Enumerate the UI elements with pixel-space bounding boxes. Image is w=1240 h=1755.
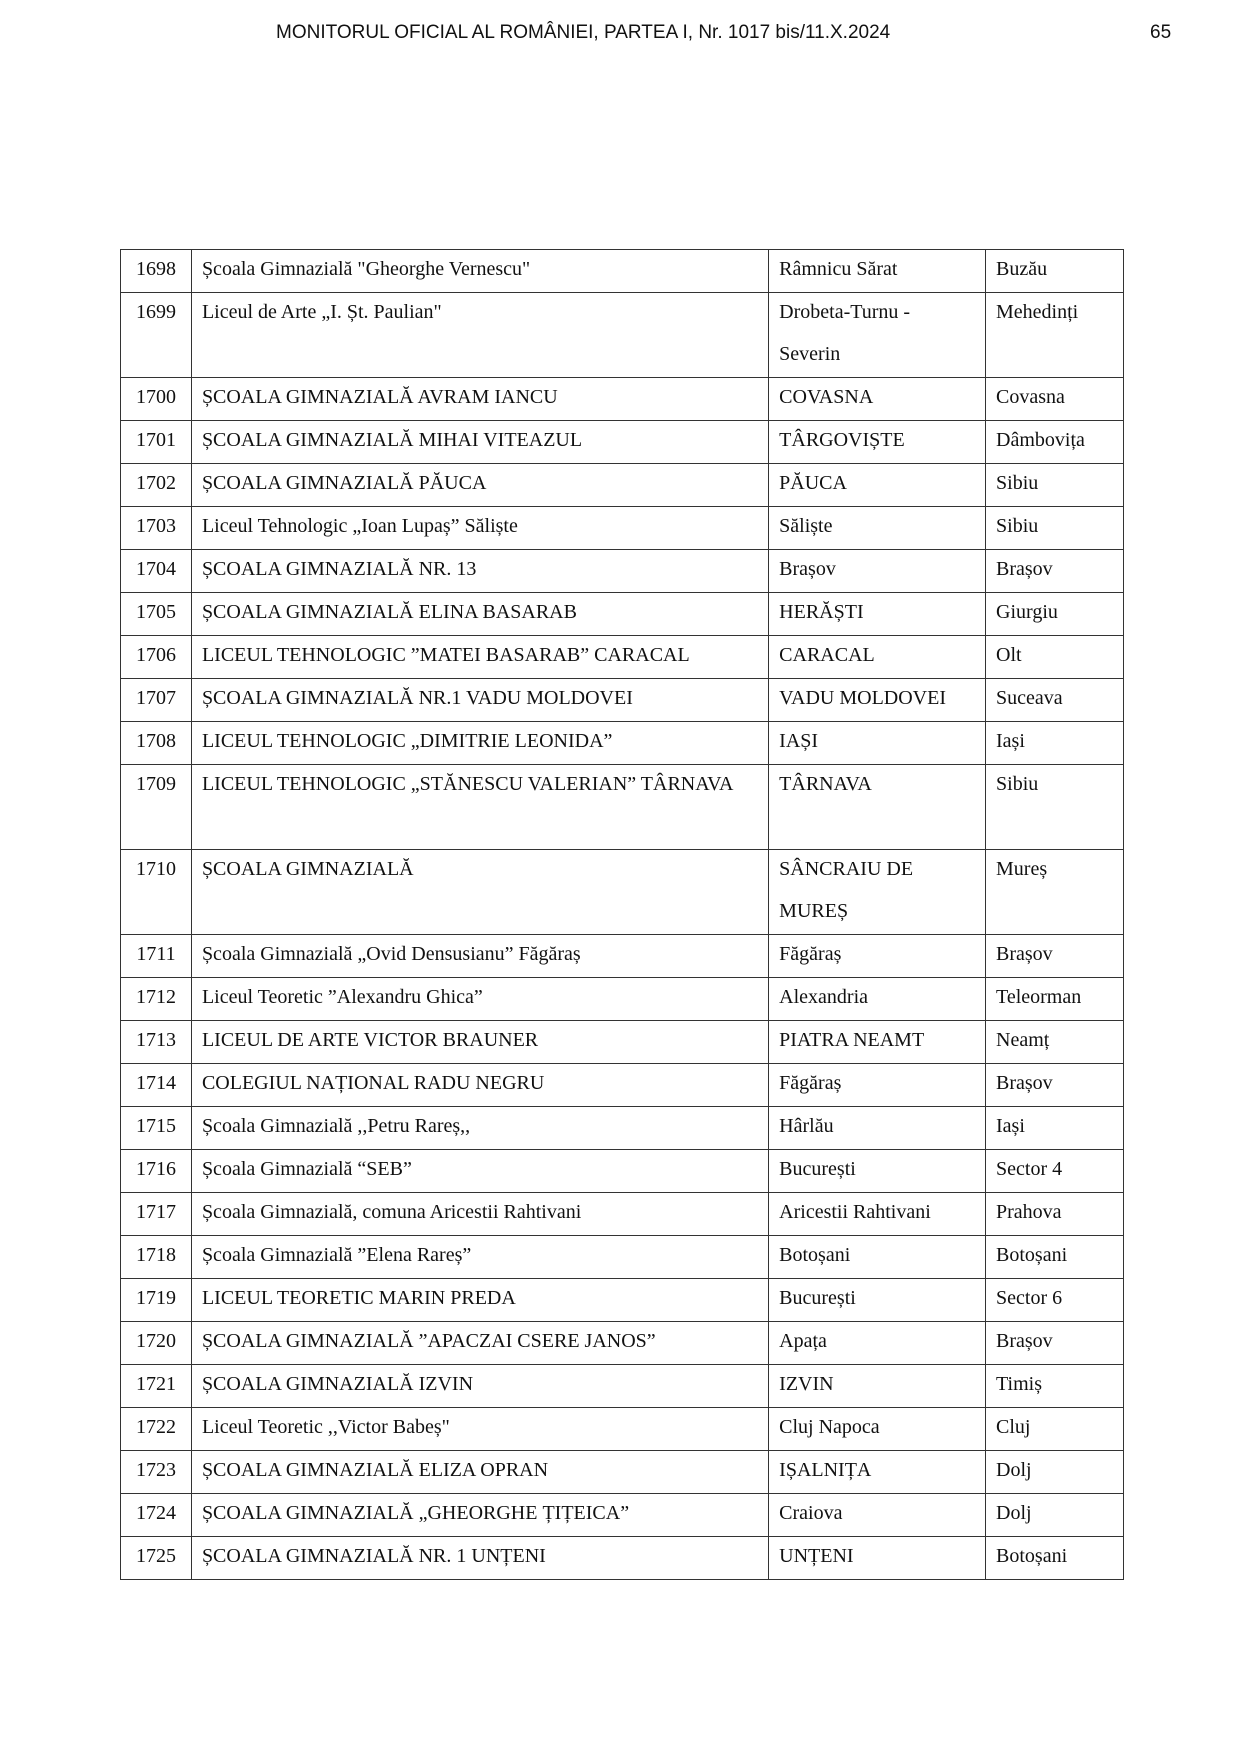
county-cell (986, 1064, 1124, 1107)
table-row (121, 1236, 1124, 1279)
school-name-cell (191, 722, 768, 765)
school-name-text: ȘCOALA GIMNAZIALĂ IZVIN (201, 1373, 474, 1395)
locality-cell (769, 935, 986, 978)
school-name-text: ȘCOALA GIMNAZIALĂ PĂUCA (201, 472, 487, 494)
row-number-cell (121, 1279, 192, 1322)
row-number-cell (121, 293, 192, 378)
row-number-text: 1725 (135, 1545, 176, 1567)
locality-text: Râmnicu Sărat (779, 258, 898, 280)
row-number-text: 1718 (135, 1244, 176, 1266)
table-row (121, 1537, 1124, 1580)
county-cell (986, 1322, 1124, 1365)
table-row (121, 593, 1124, 636)
school-name-cell (191, 1322, 768, 1365)
school-name-cell (191, 978, 768, 1021)
county-cell (986, 421, 1124, 464)
county-cell (986, 1193, 1124, 1236)
row-number-cell (121, 507, 192, 550)
table-row (121, 1279, 1124, 1322)
county-text: Brașov (996, 558, 1053, 580)
locality-cell (769, 978, 986, 1021)
county-text: Dâmbovița (996, 429, 1085, 451)
school-name-cell (191, 250, 768, 293)
row-number-text: 1710 (135, 858, 176, 880)
locality-cell (769, 593, 986, 636)
school-name-text: Școala Gimnazială ”Elena Rareș” (201, 1244, 472, 1266)
table-row (121, 636, 1124, 679)
county-cell (986, 1451, 1124, 1494)
table-row (121, 722, 1124, 765)
county-text: Brașov (996, 1072, 1053, 1094)
page-number: 65 (1150, 22, 1172, 43)
school-name-text: ȘCOALA GIMNAZIALĂ ELIZA OPRAN (201, 1459, 549, 1481)
locality-cell (769, 1365, 986, 1408)
row-number-cell (121, 978, 192, 1021)
county-cell (986, 722, 1124, 765)
row-number-text: 1711 (136, 943, 176, 965)
table-row (121, 250, 1124, 293)
locality-text: SÂNCRAIU DE MUREȘ (779, 858, 914, 922)
school-name-text: COLEGIUL NAȚIONAL RADU NEGRU (201, 1072, 545, 1094)
locality-text: Apața (779, 1330, 827, 1352)
locality-text: TÂRNAVA (779, 773, 872, 795)
schools-table (120, 249, 1124, 1580)
locality-cell (769, 636, 986, 679)
locality-text: VADU MOLDOVEI (779, 687, 947, 709)
county-text: Covasna (996, 386, 1065, 408)
locality-cell (769, 1064, 986, 1107)
row-number-text: 1712 (135, 986, 176, 1008)
table-row (121, 978, 1124, 1021)
row-number-cell (121, 464, 192, 507)
row-number-cell (121, 679, 192, 722)
locality-cell (769, 378, 986, 421)
county-text: Giurgiu (996, 601, 1058, 623)
locality-cell (769, 1494, 986, 1537)
school-name-cell (191, 1150, 768, 1193)
table-row (121, 293, 1124, 378)
row-number-text: 1708 (135, 730, 176, 752)
school-name-text: ȘCOALA GIMNAZIALĂ (201, 858, 414, 880)
county-text: Sibiu (996, 472, 1039, 494)
row-number-cell (121, 1365, 192, 1408)
county-cell (986, 1236, 1124, 1279)
row-number-cell (121, 378, 192, 421)
publication-title: MONITORUL OFICIAL AL ROMÂNIEI, PARTEA I, Nr. 1017 bis/11.X.2024 (276, 22, 891, 43)
school-name-cell (191, 1365, 768, 1408)
school-name-text: ȘCOALA GIMNAZIALĂ ELINA BASARAB (201, 601, 577, 623)
school-name-text: Școala Gimnazială, comuna Aricestii Rahtivani (201, 1201, 582, 1223)
table-row (121, 1064, 1124, 1107)
locality-text: București (779, 1158, 856, 1180)
locality-cell (769, 1322, 986, 1365)
county-text: Mureș (996, 858, 1048, 880)
table-row (121, 1322, 1124, 1365)
table-row (121, 935, 1124, 978)
table-row (121, 850, 1124, 935)
locality-text: UNȚENI (779, 1545, 854, 1567)
school-name-cell (191, 421, 768, 464)
school-name-text: Liceul Tehnologic „Ioan Lupaș” Săliște (201, 515, 518, 537)
school-name-cell (191, 293, 768, 378)
schools-table-body (121, 250, 1124, 1580)
school-name-text: Școala Gimnazială „Ovid Densusianu” Făgăraș (201, 943, 581, 965)
school-name-cell (191, 550, 768, 593)
school-name-cell (191, 1236, 768, 1279)
county-text: Iași (996, 730, 1025, 752)
county-text: Dolj (996, 1502, 1032, 1524)
school-name-cell (191, 1408, 768, 1451)
locality-text: București (779, 1287, 856, 1309)
county-text: Mehedinți (996, 301, 1079, 323)
table-row (121, 1408, 1124, 1451)
county-cell (986, 593, 1124, 636)
school-name-text: ȘCOALA GIMNAZIALĂ NR.1 VADU MOLDOVEI (201, 687, 633, 709)
school-name-text: ȘCOALA GIMNAZIALĂ „GHEORGHE ȚIȚEICA” (201, 1502, 630, 1524)
row-number-cell (121, 850, 192, 935)
school-name-text: Liceul Teoretic ”Alexandru Ghica” (201, 986, 483, 1008)
county-text: Sector 4 (996, 1158, 1063, 1180)
school-name-text: ȘCOALA GIMNAZIALĂ ”APACZAI CSERE JANOS” (201, 1330, 656, 1352)
county-text: Prahova (996, 1201, 1062, 1223)
row-number-cell (121, 593, 192, 636)
county-text: Neamț (996, 1029, 1050, 1051)
row-number-cell (121, 935, 192, 978)
table-row (121, 1365, 1124, 1408)
county-text: Botoșani (996, 1545, 1068, 1567)
county-cell (986, 464, 1124, 507)
county-cell (986, 1494, 1124, 1537)
row-number-cell (121, 421, 192, 464)
row-number-cell (121, 636, 192, 679)
table-row (121, 1494, 1124, 1537)
locality-text: Săliște (779, 515, 833, 537)
school-name-cell (191, 378, 768, 421)
locality-text: IAȘI (779, 730, 819, 752)
locality-text: Cluj Napoca (779, 1416, 880, 1438)
locality-text: Craiova (779, 1502, 843, 1524)
row-number-text: 1716 (135, 1158, 176, 1180)
row-number-text: 1707 (135, 687, 176, 709)
county-text: Sibiu (996, 515, 1039, 537)
locality-cell (769, 722, 986, 765)
table-row (121, 550, 1124, 593)
county-cell (986, 1279, 1124, 1322)
locality-cell (769, 1150, 986, 1193)
table-row (121, 1107, 1124, 1150)
locality-text: Hârlău (779, 1115, 834, 1137)
locality-cell (769, 1408, 986, 1451)
county-cell (986, 550, 1124, 593)
school-name-cell (191, 1021, 768, 1064)
row-number-text: 1722 (135, 1416, 176, 1438)
table-row (121, 765, 1124, 850)
school-name-text: Liceul de Arte „I. Șt. Paulian" (201, 301, 442, 323)
row-number-cell (121, 1537, 192, 1580)
row-number-text: 1700 (135, 386, 176, 408)
row-number-text: 1715 (135, 1115, 176, 1137)
row-number-cell (121, 1107, 192, 1150)
locality-cell (769, 679, 986, 722)
row-number-cell (121, 1451, 192, 1494)
locality-text: PIATRA NEAMT (779, 1029, 925, 1051)
county-cell (986, 1365, 1124, 1408)
locality-cell (769, 250, 986, 293)
locality-text: Botoșani (779, 1244, 851, 1266)
locality-text: COVASNA (779, 386, 874, 408)
locality-cell (769, 293, 986, 378)
locality-cell (769, 765, 986, 850)
page-header (0, 22, 1240, 52)
locality-cell (769, 464, 986, 507)
row-number-text: 1705 (135, 601, 176, 623)
school-name-cell (191, 1107, 768, 1150)
row-number-text: 1713 (135, 1029, 176, 1051)
school-name-cell (191, 464, 768, 507)
school-name-cell (191, 1064, 768, 1107)
table-row (121, 1150, 1124, 1193)
county-cell (986, 1150, 1124, 1193)
county-text: Cluj (996, 1416, 1031, 1438)
county-text: Sibiu (996, 773, 1039, 795)
school-name-text: LICEUL TEORETIC MARIN PREDA (201, 1287, 516, 1309)
locality-text: IZVIN (779, 1373, 834, 1395)
county-cell (986, 679, 1124, 722)
school-name-text: ȘCOALA GIMNAZIALĂ NR. 1 UNȚENI (201, 1545, 546, 1567)
county-text: Olt (996, 644, 1022, 666)
locality-cell (769, 1021, 986, 1064)
county-cell (986, 250, 1124, 293)
school-name-cell (191, 1451, 768, 1494)
school-name-text: Școala Gimnazială “SEB” (201, 1158, 412, 1180)
row-number-text: 1709 (135, 773, 176, 795)
row-number-text: 1719 (135, 1287, 176, 1309)
locality-text: Făgăraș (779, 1072, 842, 1094)
school-name-text: LICEUL TEHNOLOGIC „DIMITRIE LEONIDA” (201, 730, 613, 752)
locality-text: Alexandria (779, 986, 869, 1008)
row-number-cell (121, 250, 192, 293)
locality-cell (769, 1193, 986, 1236)
locality-cell (769, 421, 986, 464)
row-number-text: 1701 (135, 429, 176, 451)
locality-cell (769, 1107, 986, 1150)
school-name-text: ȘCOALA GIMNAZIALĂ MIHAI VITEAZUL (201, 429, 583, 451)
locality-text: Drobeta-Turnu - Severin (779, 301, 911, 365)
row-number-text: 1699 (135, 301, 176, 323)
locality-text: Brașov (779, 558, 836, 580)
table-row (121, 1451, 1124, 1494)
locality-text: IȘALNIȚA (779, 1459, 872, 1481)
locality-cell (769, 1451, 986, 1494)
school-name-text: Școala Gimnazială "Gheorghe Vernescu" (201, 258, 531, 280)
school-name-cell (191, 593, 768, 636)
locality-cell (769, 550, 986, 593)
locality-text: HERĂȘTI (779, 601, 864, 623)
county-cell (986, 1408, 1124, 1451)
county-cell (986, 978, 1124, 1021)
county-text: Teleorman (996, 986, 1082, 1008)
school-name-cell (191, 507, 768, 550)
table-row (121, 679, 1124, 722)
school-name-cell (191, 1193, 768, 1236)
county-text: Brașov (996, 943, 1053, 965)
county-cell (986, 1537, 1124, 1580)
locality-text: PĂUCA (779, 472, 847, 494)
school-name-cell (191, 850, 768, 935)
school-name-text: LICEUL DE ARTE VICTOR BRAUNER (201, 1029, 539, 1051)
row-number-text: 1706 (135, 644, 176, 666)
county-cell (986, 765, 1124, 850)
row-number-text: 1703 (135, 515, 176, 537)
locality-text: TÂRGOVIȘTE (779, 429, 905, 451)
school-name-text: Liceul Teoretic ,,Victor Babeș" (201, 1416, 450, 1438)
county-cell (986, 378, 1124, 421)
school-name-cell (191, 636, 768, 679)
school-name-cell (191, 935, 768, 978)
county-cell (986, 507, 1124, 550)
row-number-cell (121, 1494, 192, 1537)
county-cell (986, 935, 1124, 978)
county-cell (986, 1021, 1124, 1064)
row-number-cell (121, 1150, 192, 1193)
row-number-text: 1724 (135, 1502, 176, 1524)
county-text: Dolj (996, 1459, 1032, 1481)
county-text: Suceava (996, 687, 1063, 709)
locality-cell (769, 850, 986, 935)
table-row (121, 507, 1124, 550)
row-number-text: 1717 (135, 1201, 176, 1223)
locality-text: Făgăraș (779, 943, 842, 965)
school-name-cell (191, 1279, 768, 1322)
row-number-cell (121, 550, 192, 593)
county-cell (986, 850, 1124, 935)
table-row (121, 378, 1124, 421)
school-name-cell (191, 765, 768, 850)
locality-text: CARACAL (779, 644, 875, 666)
row-number-text: 1704 (135, 558, 176, 580)
row-number-cell (121, 1064, 192, 1107)
row-number-text: 1698 (135, 258, 176, 280)
county-text: Iași (996, 1115, 1025, 1137)
row-number-cell (121, 1193, 192, 1236)
county-text: Buzău (996, 258, 1048, 280)
locality-cell (769, 1279, 986, 1322)
row-number-cell (121, 1408, 192, 1451)
school-name-text: ȘCOALA GIMNAZIALĂ AVRAM IANCU (201, 386, 558, 408)
county-cell (986, 1107, 1124, 1150)
county-text: Brașov (996, 1330, 1053, 1352)
table-row (121, 1193, 1124, 1236)
locality-cell (769, 507, 986, 550)
county-text: Timiș (996, 1373, 1042, 1395)
row-number-cell (121, 1021, 192, 1064)
school-name-text: Școala Gimnazială ,,Petru Rareș,, (201, 1115, 471, 1137)
county-cell (986, 293, 1124, 378)
row-number-text: 1721 (135, 1373, 176, 1395)
row-number-cell (121, 1236, 192, 1279)
row-number-cell (121, 765, 192, 850)
school-name-text: LICEUL TEHNOLOGIC ”MATEI BASARAB” CARACAL (201, 644, 690, 666)
school-name-text: ȘCOALA GIMNAZIALĂ NR. 13 (201, 558, 477, 580)
row-number-text: 1714 (135, 1072, 176, 1094)
row-number-cell (121, 722, 192, 765)
row-number-cell (121, 1322, 192, 1365)
table-row (121, 464, 1124, 507)
table-row (121, 421, 1124, 464)
school-name-cell (191, 1537, 768, 1580)
county-text: Sector 6 (996, 1287, 1063, 1309)
county-cell (986, 636, 1124, 679)
county-text: Botoșani (996, 1244, 1068, 1266)
row-number-text: 1723 (135, 1459, 176, 1481)
locality-cell (769, 1236, 986, 1279)
row-number-text: 1702 (135, 472, 176, 494)
school-name-text: LICEUL TEHNOLOGIC „STĂNESCU VALERIAN” TÂRNAVA (201, 773, 734, 795)
table-row (121, 1021, 1124, 1064)
row-number-text: 1720 (135, 1330, 176, 1352)
locality-cell (769, 1537, 986, 1580)
locality-text: Aricestii Rahtivani (779, 1201, 931, 1223)
school-name-cell (191, 679, 768, 722)
school-name-cell (191, 1494, 768, 1537)
